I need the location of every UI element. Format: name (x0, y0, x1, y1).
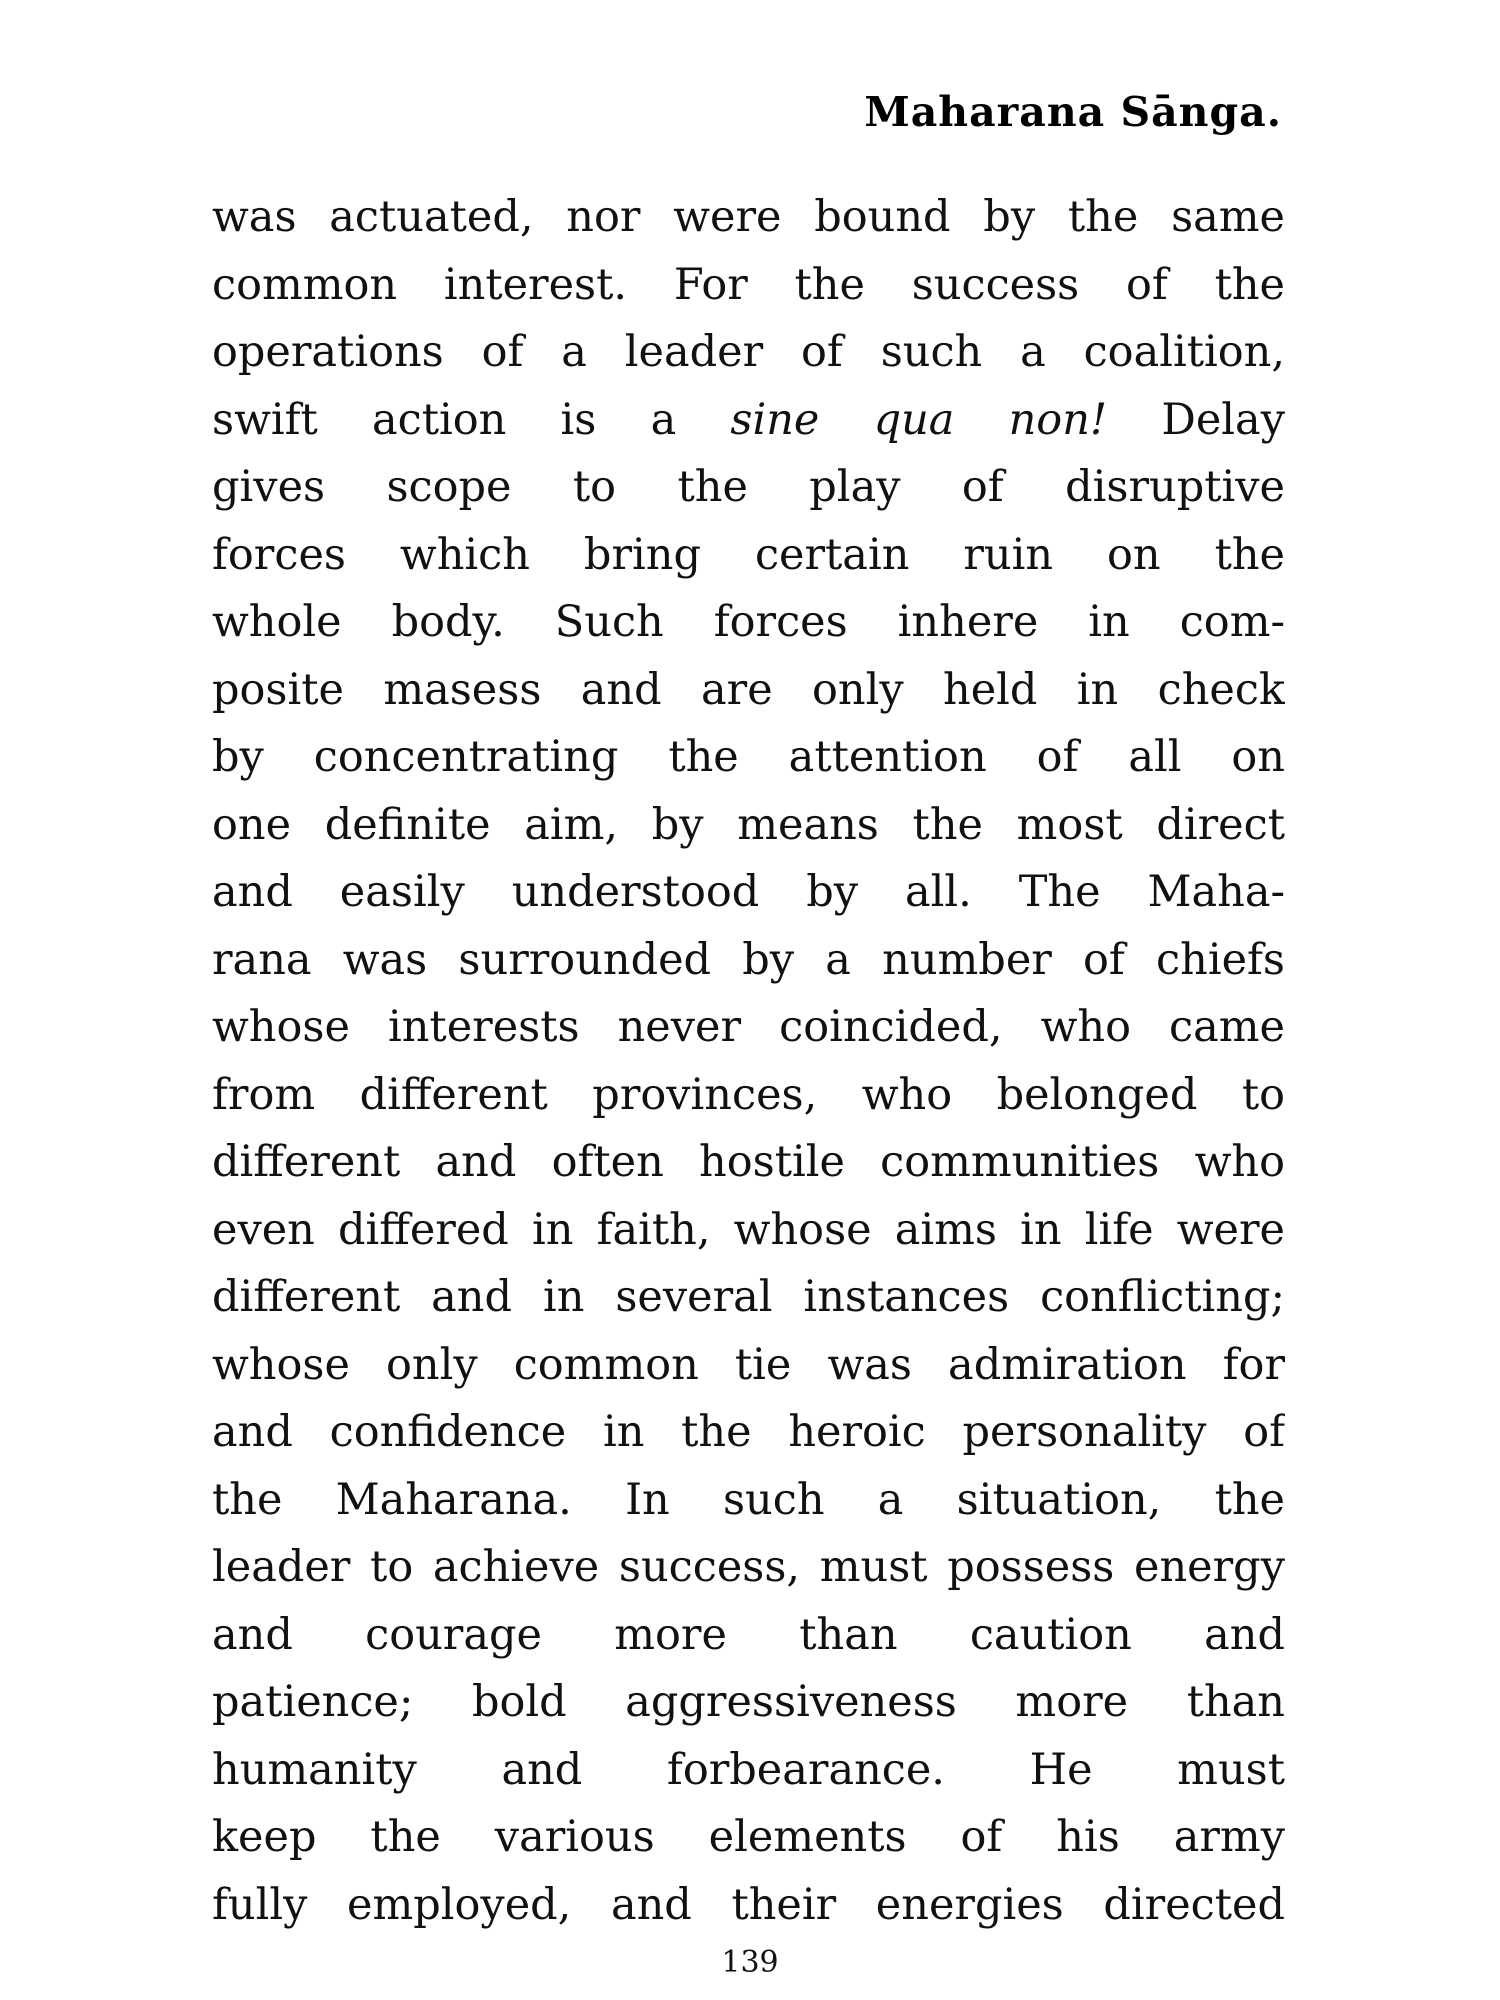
text-line: patience; bold aggressiveness more than (212, 1677, 1285, 1727)
text-line: and easily understood by all. The Maha- (212, 867, 1285, 917)
text-line: whole body. Such forces inhere in com- (212, 597, 1285, 647)
text-line: even differed in faith, whose aims in life were (212, 1204, 1285, 1255)
text-line: operations of a leader of such a coalition, (212, 327, 1285, 377)
text-line: humanity and forbearance. He must (212, 1744, 1285, 1795)
text-line: the Maharana. In such a situation, the (212, 1474, 1285, 1525)
text-line: rana was surrounded by a number of chiefs (212, 934, 1285, 985)
text-line: was actuated, nor were bound by the same (212, 192, 1285, 242)
running-head: Maharana Sānga. (864, 88, 1282, 136)
text-line: whose interests never coincided, who came (212, 1002, 1285, 1052)
text-line: from different provinces, who belonged to (212, 1069, 1285, 1120)
body-text (212, 184, 1285, 1939)
text-line: whose only common tie was admiration for (212, 1339, 1285, 1390)
text-line: one definite aim, by means the most direct (212, 799, 1285, 850)
text-line: different and often hostile communities who (212, 1137, 1285, 1187)
text-line: posite masess and are only held in check (212, 664, 1285, 715)
text-line: swift action is a sine qua non! Delay (212, 394, 1285, 445)
text-line: leader to achieve success, must possess energy (212, 1542, 1285, 1592)
latin-phrase: sine qua non! (730, 394, 1108, 445)
text-line: keep the various elements of his army (212, 1812, 1285, 1862)
text-line: by concentrating the attention of all on (212, 732, 1285, 782)
text-line: and courage more than caution and (212, 1609, 1285, 1660)
text-line: gives scope to the play of disruptive (212, 462, 1285, 512)
text-line: forces which bring certain ruin on the (212, 529, 1285, 580)
text-line: common interest. For the success of the (212, 259, 1285, 310)
text-line: fully employed, and their energies directed (212, 1879, 1285, 1930)
page-number: 139 (721, 1945, 779, 1980)
text-line: different and in several instances conflicting; (212, 1272, 1285, 1322)
text-line: and confidence in the heroic personality of (212, 1407, 1285, 1457)
